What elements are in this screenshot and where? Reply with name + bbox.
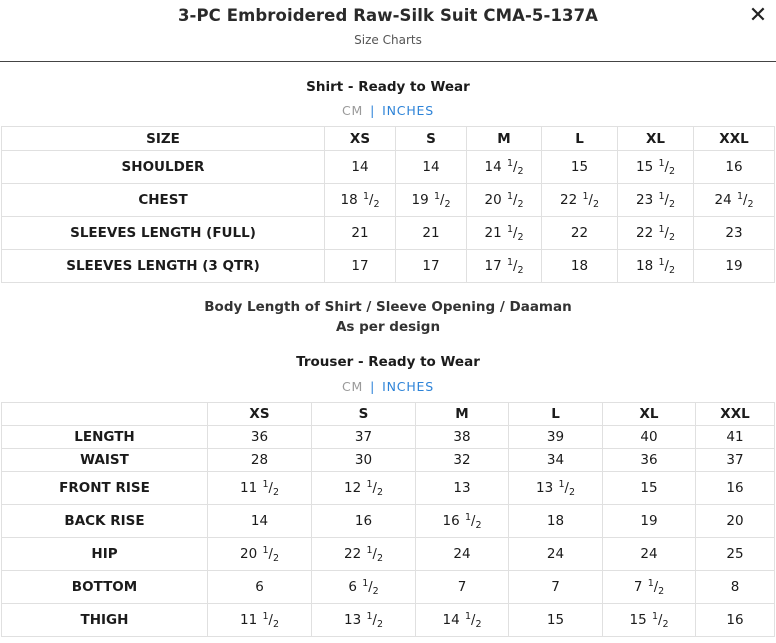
size-header-xl: XL xyxy=(603,403,696,426)
table-cell: 41 xyxy=(696,426,775,449)
table-cell: 16 xyxy=(696,604,775,637)
row-label: FRONT RISE xyxy=(2,472,208,505)
close-icon[interactable]: ✕ xyxy=(748,3,768,28)
table-cell: 25 xyxy=(696,538,775,571)
table-cell: 16 xyxy=(694,151,775,184)
table-cell xyxy=(416,505,509,538)
shirt-section-title: Shirt - Ready to Wear xyxy=(306,79,470,95)
table-cell: 28 xyxy=(208,449,312,472)
table-cell xyxy=(618,151,694,184)
table-cell: 36 xyxy=(208,426,312,449)
row-label: SLEEVES LENGTH (3 QTR) xyxy=(2,250,325,283)
fraction-value: 13 $^1/_2$ xyxy=(536,478,575,498)
trouser-unit-inches-button[interactable]: INCHES xyxy=(382,379,434,394)
note-line-2: As per design xyxy=(335,319,441,335)
row-label: SLEEVES LENGTH (FULL) xyxy=(2,217,325,250)
fraction-value: 13 $^1/_2$ xyxy=(344,610,383,630)
table-cell: 16 xyxy=(696,472,775,505)
table-cell xyxy=(325,184,396,217)
row-label: WAIST xyxy=(2,449,208,472)
table-cell xyxy=(208,472,312,505)
fraction-value: 22 $^1/_2$ xyxy=(560,190,599,210)
size-column-header: SIZE xyxy=(2,127,325,151)
table-row-bottom xyxy=(2,571,775,604)
size-header-s: S xyxy=(396,127,467,151)
table-cell: 6 xyxy=(208,571,312,604)
fraction-value: 20 $^1/_2$ xyxy=(484,190,524,210)
trouser-section-title: Trouser - Ready to Wear xyxy=(296,354,480,370)
fraction-value: 11 $^1/_2$ xyxy=(240,610,279,630)
row-label: BOTTOM xyxy=(2,571,208,604)
table-cell: 21 xyxy=(396,217,467,250)
table-row-length xyxy=(2,426,775,449)
table-cell: 18 xyxy=(509,505,603,538)
table-cell xyxy=(416,604,509,637)
row-label: SHOULDER xyxy=(2,151,325,184)
shirt-unit-toggle xyxy=(0,103,776,118)
fraction-value: 17 $^1/_2$ xyxy=(484,256,524,276)
fraction-value: 14 $^1/_2$ xyxy=(442,610,482,630)
table-cell: 15 xyxy=(542,151,618,184)
trouser-size-table xyxy=(1,402,775,637)
fraction-value: 23 $^1/_2$ xyxy=(636,190,675,210)
fraction-value: 14 $^1/_2$ xyxy=(484,157,524,177)
row-label: HIP xyxy=(2,538,208,571)
fraction-value: 18 $^1/_2$ xyxy=(340,190,380,210)
table-cell xyxy=(467,184,542,217)
table-cell: 14 xyxy=(325,151,396,184)
table-cell xyxy=(467,151,542,184)
trouser-unit-toggle xyxy=(0,379,776,394)
table-cell: 40 xyxy=(603,426,696,449)
table-cell: 20 xyxy=(696,505,775,538)
table-row-sleeves-length-3-qtr xyxy=(2,250,775,283)
table-cell: 17 xyxy=(325,250,396,283)
shirt-unit-cm-button[interactable]: CM xyxy=(342,103,364,118)
table-cell: 24 xyxy=(603,538,696,571)
table-cell: 32 xyxy=(416,449,509,472)
table-cell: 21 xyxy=(325,217,396,250)
unit-separator: | xyxy=(370,103,376,118)
fraction-value: 18 $^1/_2$ xyxy=(636,256,675,276)
table-cell: 17 xyxy=(396,250,467,283)
table-cell: 24 xyxy=(416,538,509,571)
size-header-xs: XS xyxy=(325,127,396,151)
table-cell: 14 xyxy=(396,151,467,184)
fraction-value: 19 $^1/_2$ xyxy=(411,190,451,210)
table-row-sleeves-length-full xyxy=(2,217,775,250)
table-row-chest xyxy=(2,184,775,217)
size-column-header xyxy=(2,403,208,426)
table-row-waist xyxy=(2,449,775,472)
table-cell: 38 xyxy=(416,426,509,449)
shirt-unit-inches-button[interactable]: INCHES xyxy=(382,103,434,118)
table-cell: 19 xyxy=(694,250,775,283)
fraction-value: 12 $^1/_2$ xyxy=(344,478,383,498)
table-cell: 37 xyxy=(312,426,416,449)
fraction-value: 22 $^1/_2$ xyxy=(344,544,383,564)
table-cell: 22 xyxy=(542,217,618,250)
table-cell: 18 xyxy=(542,250,618,283)
fraction-value: 11 $^1/_2$ xyxy=(240,478,279,498)
table-cell xyxy=(618,250,694,283)
row-label: CHEST xyxy=(2,184,325,217)
fraction-value: 21 $^1/_2$ xyxy=(484,223,524,243)
row-label: LENGTH xyxy=(2,426,208,449)
fraction-value: 16 $^1/_2$ xyxy=(442,511,482,531)
table-row-back-rise xyxy=(2,505,775,538)
table-row-hip xyxy=(2,538,775,571)
modal-header xyxy=(0,0,776,62)
table-cell: 15 xyxy=(509,604,603,637)
table-cell: 19 xyxy=(603,505,696,538)
table-cell: 14 xyxy=(208,505,312,538)
size-header-s: S xyxy=(312,403,416,426)
shirt-size-table xyxy=(1,126,775,283)
size-header-xl: XL xyxy=(618,127,694,151)
size-header-m: M xyxy=(467,127,542,151)
fraction-value: 22 $^1/_2$ xyxy=(636,223,675,243)
table-cell xyxy=(618,184,694,217)
table-cell: 39 xyxy=(509,426,603,449)
table-cell: 34 xyxy=(509,449,603,472)
size-header-l: L xyxy=(542,127,618,151)
table-cell xyxy=(603,571,696,604)
table-cell: 13 xyxy=(416,472,509,505)
table-cell xyxy=(467,217,542,250)
table-cell xyxy=(509,472,603,505)
fraction-value: 20 $^1/_2$ xyxy=(240,544,279,564)
table-cell xyxy=(694,184,775,217)
table-row-shoulder xyxy=(2,151,775,184)
fraction-value: 6 $^1/_2$ xyxy=(348,577,379,597)
table-cell xyxy=(312,604,416,637)
row-label: THIGH xyxy=(2,604,208,637)
fraction-value: 24 $^1/_2$ xyxy=(714,190,754,210)
table-cell xyxy=(396,184,467,217)
page-title: 3-PC Embroidered Raw-Silk Suit CMA-5-137A xyxy=(177,6,599,25)
table-cell xyxy=(542,184,618,217)
fraction-value: 15 $^1/_2$ xyxy=(629,610,669,630)
table-cell xyxy=(208,538,312,571)
fraction-value: 7 $^1/_2$ xyxy=(633,577,665,597)
size-header-xxl: XXL xyxy=(696,403,775,426)
table-cell xyxy=(467,250,542,283)
trouser-unit-cm-button[interactable]: CM xyxy=(342,379,364,394)
fraction-value: 15 $^1/_2$ xyxy=(636,157,675,177)
table-cell: 23 xyxy=(694,217,775,250)
size-header-m: M xyxy=(416,403,509,426)
table-cell: 8 xyxy=(696,571,775,604)
table-cell xyxy=(312,571,416,604)
table-row-thigh xyxy=(2,604,775,637)
table-cell xyxy=(208,604,312,637)
unit-separator: | xyxy=(370,379,376,394)
table-cell xyxy=(603,604,696,637)
size-header-xxl: XXL xyxy=(694,127,775,151)
table-cell: 36 xyxy=(603,449,696,472)
table-cell: 30 xyxy=(312,449,416,472)
size-header-l: L xyxy=(509,403,603,426)
table-cell: 7 xyxy=(509,571,603,604)
row-label: BACK RISE xyxy=(2,505,208,538)
size-header-xs: XS xyxy=(208,403,312,426)
table-cell: 7 xyxy=(416,571,509,604)
table-cell: 37 xyxy=(696,449,775,472)
table-cell xyxy=(618,217,694,250)
table-cell xyxy=(312,538,416,571)
page-subtitle: Size Charts xyxy=(354,33,422,47)
table-cell: 15 xyxy=(603,472,696,505)
table-cell: 24 xyxy=(509,538,603,571)
table-cell: 16 xyxy=(312,505,416,538)
note-line-1: Body Length of Shirt / Sleeve Opening / Daaman xyxy=(204,299,572,315)
table-row-front-rise xyxy=(2,472,775,505)
table-cell xyxy=(312,472,416,505)
